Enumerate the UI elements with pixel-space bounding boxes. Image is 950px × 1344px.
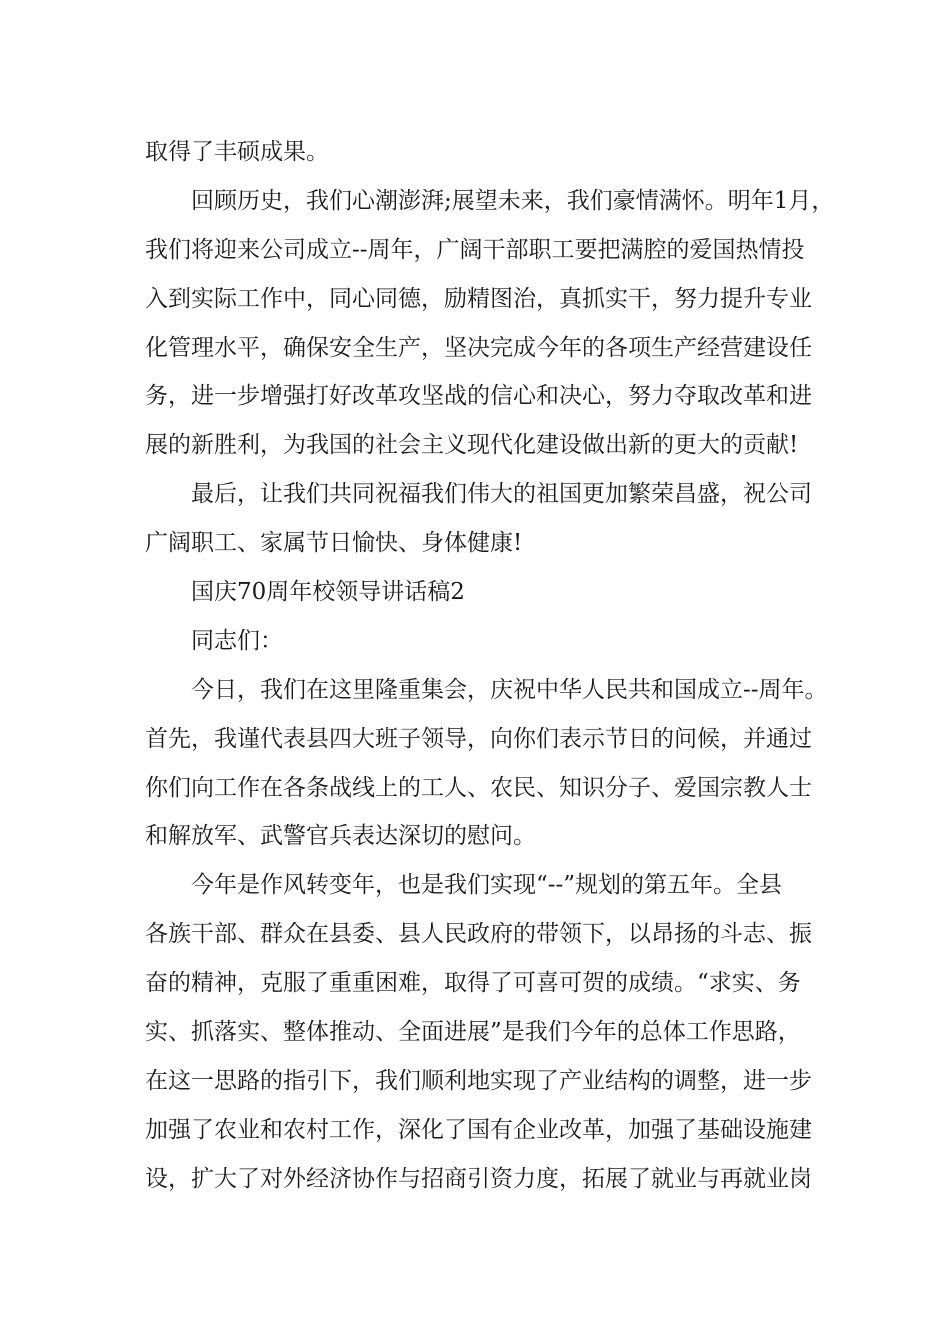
paragraph-start-line: 今日，我们在这里隆重集会，庆祝中华人民共和国成立--周年。 xyxy=(191,676,828,703)
paragraph-start-line: 回顾历史，我们心潮澎湃;展望未来，我们豪情满怀。明年1月， xyxy=(191,187,835,214)
section-heading: 国庆70周年校领导讲话稿2 xyxy=(191,579,465,606)
text-line: 设，扩大了对外经济协作与招商引资力度，拓展了就业与再就业岗 xyxy=(145,1165,812,1192)
text-line: 务，进一步增强打好改革攻坚战的信心和决心，努力夺取改革和进 xyxy=(145,383,812,410)
text-line: 在这一思路的指引下，我们顺利地实现了产业结构的调整，进一步 xyxy=(145,1067,812,1094)
text-line: 和解放军、武警官兵表达深切的慰问。 xyxy=(145,823,536,850)
text-line: 首先，我谨代表县四大班子领导，向你们表示节日的问候，并通过 xyxy=(145,725,812,752)
document-body xyxy=(145,128,835,1204)
text-line: 入到实际工作中，同心同德，励精图治，真抓实干，努力提升专业 xyxy=(145,285,812,312)
text-line: 化管理水平，确保安全生产，坚决完成今年的各项生产经营建设任 xyxy=(145,334,812,361)
text-line: 我们将迎来公司成立--周年，广阔干部职工要把满腔的爱国热情投 xyxy=(145,236,805,263)
paragraph-start-line: 今年是作风转变年，也是我们实现“--”规划的第五年。全县 xyxy=(191,872,783,899)
salutation: 同志们： xyxy=(191,627,283,654)
paragraph-start-line: 最后，让我们共同祝福我们伟大的祖国更加繁荣昌盛，祝公司 xyxy=(191,481,812,508)
text-line: 加强了农业和农村工作，深化了国有企业改革，加强了基础设施建 xyxy=(145,1116,812,1143)
text-line: 广阔职工、家属节日愉快、身体健康! xyxy=(145,530,523,557)
text-line: 奋的精神，克服了重重困难，取得了可喜可贺的成绩。“求实、务 xyxy=(145,970,801,997)
text-line: 实、抓落实、整体推动、全面进展”是我们今年的总体工作思路， xyxy=(145,1019,801,1046)
text-line: 展的新胜利，为我国的社会主义现代化建设做出新的更大的贡献! xyxy=(145,432,799,459)
text-line: 取得了丰硕成果。 xyxy=(145,139,329,165)
text-line: 你们向工作在各条战线上的工人、农民、知识分子、爱国宗教人士 xyxy=(145,774,812,801)
text-line: 各族干部、群众在县委、县人民政府的带领下，以昂扬的斗志、振 xyxy=(145,921,812,948)
